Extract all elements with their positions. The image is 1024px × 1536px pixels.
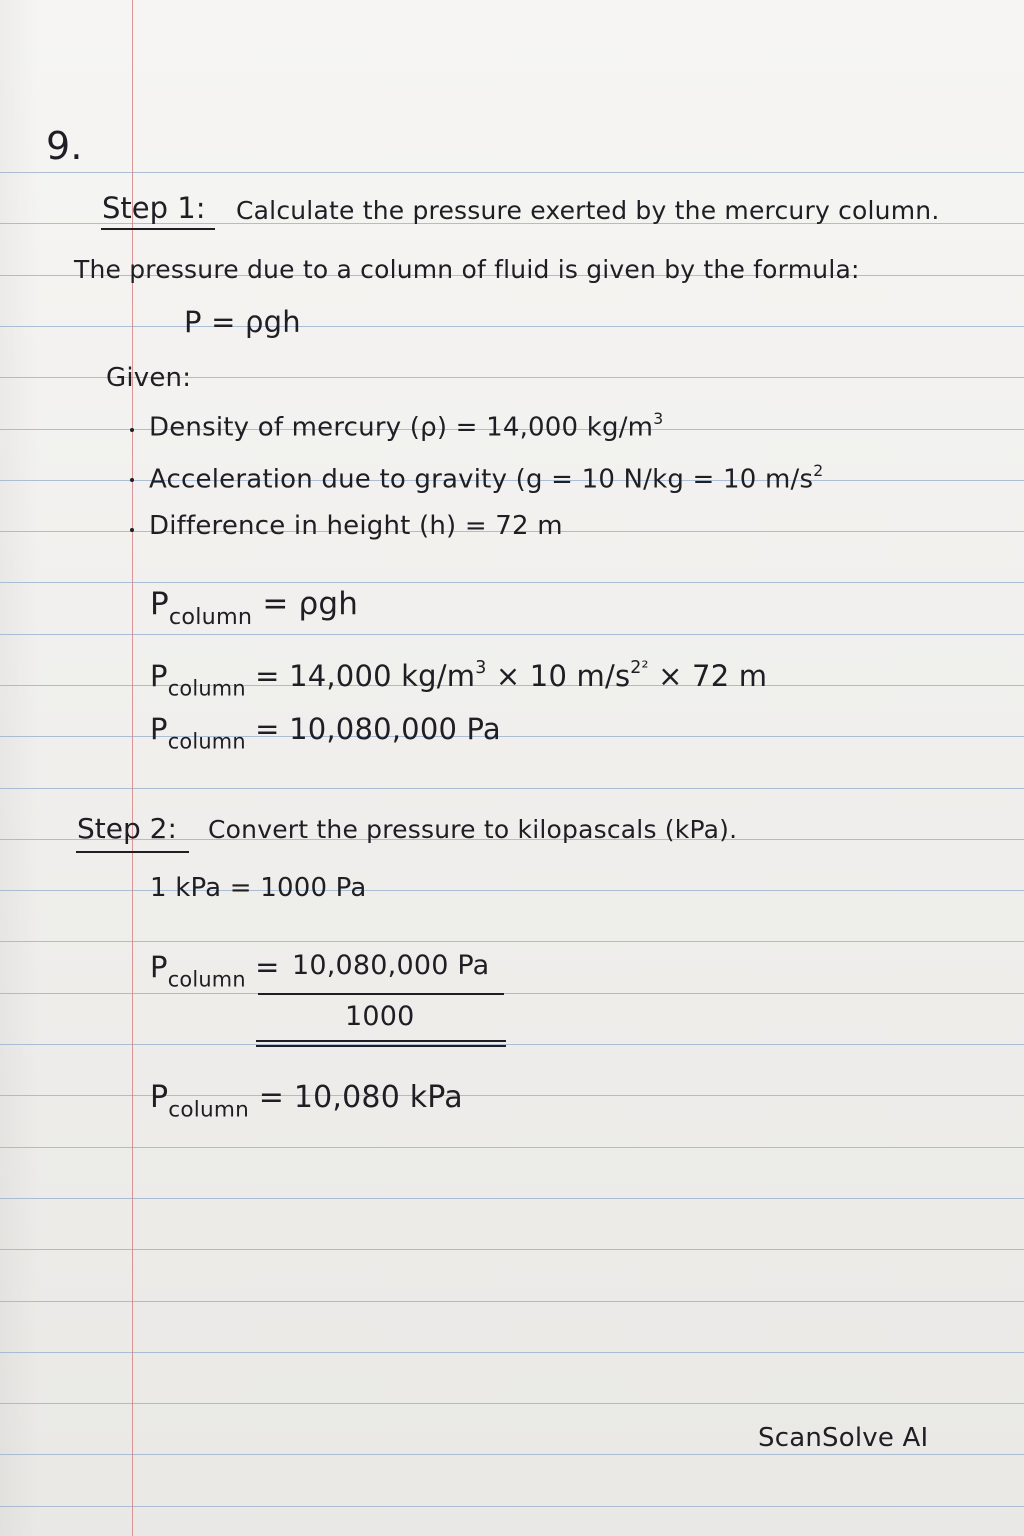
result: $P_{column} = 10,080$ kPa	[150, 1080, 463, 1123]
fraction-double-underline	[256, 1040, 506, 1042]
ruled-line	[0, 1352, 1024, 1353]
step1-text: Calculate the pressure exerted by the mercury column.	[236, 196, 940, 225]
ruled-line	[0, 1454, 1024, 1455]
problem-number: 9.	[46, 124, 83, 168]
ruled-line	[0, 634, 1024, 635]
ruled-line	[0, 788, 1024, 789]
given-item-gravity: Acceleration due to gravity (g = 10 N/kg = 10 $m/s^2$	[149, 462, 824, 495]
ruled-line	[0, 941, 1024, 942]
bullet	[130, 428, 134, 432]
given-item-density: Density of mercury (ρ) = 14,000 $kg/m^3$	[149, 410, 664, 443]
formula: P = ρgh	[184, 305, 301, 339]
fraction-lhs: $P_{column}$ =	[150, 950, 280, 992]
step2-text: Convert the pressure to kilopascals (kPa).	[208, 815, 738, 844]
calc-line-2: $P_{column} = 14,000$ $kg/m^3 \times 10$ $m/s^{2^2} \times 72$ m	[150, 658, 768, 701]
ruled-line	[0, 1198, 1024, 1199]
given-label: Given:	[106, 363, 192, 393]
ruled-line	[0, 993, 1024, 994]
fraction-numerator: 10,080,000 Pa	[292, 950, 490, 981]
formula-intro: The pressure due to a column of fluid is given by the formula:	[74, 255, 860, 284]
conversion: 1 kPa = 1000 Pa	[150, 873, 367, 903]
step2-label: Step 2:	[77, 812, 177, 845]
step1-underline	[101, 228, 215, 230]
ruled-line	[0, 1403, 1024, 1404]
calc-line-1: $P_{column} = \rho gh$	[150, 586, 359, 631]
step2-underline	[76, 851, 189, 853]
ruled-line	[0, 172, 1024, 173]
ruled-line	[0, 1044, 1024, 1045]
margin-line	[132, 0, 133, 1536]
given-item-height: Difference in height (h) = 72 m	[149, 511, 563, 541]
calc-line-3: $P_{column} = 10,080,000$ Pa	[150, 712, 501, 754]
ruled-line	[0, 1301, 1024, 1302]
fraction-bar	[258, 993, 504, 995]
bullet	[130, 478, 134, 482]
watermark: ScanSolve AI	[758, 1423, 929, 1453]
ruled-line	[0, 582, 1024, 583]
ruled-line	[0, 1249, 1024, 1250]
fraction-double-underline	[256, 1045, 506, 1047]
ruled-line	[0, 1147, 1024, 1148]
ruled-line	[0, 1506, 1024, 1507]
bullet	[130, 528, 134, 532]
ruled-line	[0, 326, 1024, 327]
fraction-denominator: 1000	[345, 1001, 415, 1032]
step1-label: Step 1:	[102, 191, 206, 225]
